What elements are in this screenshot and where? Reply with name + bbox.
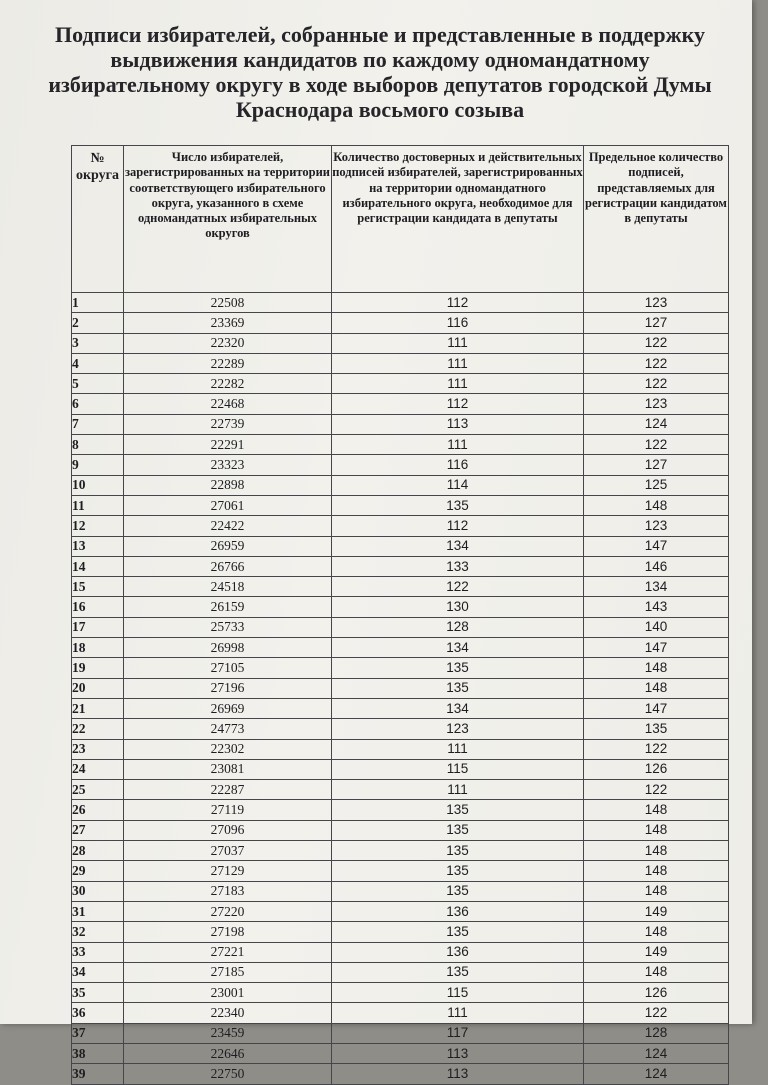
required-signatures-cell: 135: [332, 841, 584, 861]
max-signatures-cell: 122: [584, 353, 729, 373]
table-row: [72, 556, 729, 576]
voters-count-cell: 22468: [124, 394, 332, 414]
district-number-cell: 31: [72, 901, 124, 921]
district-number-cell: 28: [72, 841, 124, 861]
max-signatures-cell: 148: [584, 962, 729, 982]
district-number-cell: 4: [72, 353, 124, 373]
max-signatures-cell: 126: [584, 759, 729, 779]
max-signatures-cell: 148: [584, 678, 729, 698]
max-signatures-cell: 124: [584, 414, 729, 434]
required-signatures-cell: 116: [332, 455, 584, 475]
table-row: [72, 394, 729, 414]
max-signatures-cell: 147: [584, 536, 729, 556]
district-number-cell: 23: [72, 739, 124, 759]
max-signatures-cell: 127: [584, 455, 729, 475]
max-signatures-cell: 123: [584, 293, 729, 313]
table-row: [72, 962, 729, 982]
max-signatures-cell: 123: [584, 394, 729, 414]
required-signatures-cell: 114: [332, 475, 584, 495]
district-number-cell: 36: [72, 1003, 124, 1023]
district-number-cell: 33: [72, 942, 124, 962]
district-number-cell: 8: [72, 435, 124, 455]
required-signatures-cell: 122: [332, 577, 584, 597]
max-signatures-cell: 128: [584, 1023, 729, 1043]
district-number-cell: 37: [72, 1023, 124, 1043]
voters-count-cell: 22287: [124, 780, 332, 800]
voters-count-cell: 27198: [124, 922, 332, 942]
max-signatures-cell: 122: [584, 374, 729, 394]
max-signatures-cell: 127: [584, 313, 729, 333]
voters-count-cell: 22340: [124, 1003, 332, 1023]
table-row: [72, 1003, 729, 1023]
table-row: [72, 698, 729, 718]
district-number-cell: 9: [72, 455, 124, 475]
district-number-cell: 39: [72, 1064, 124, 1084]
table-row: [72, 577, 729, 597]
table-row: [72, 922, 729, 942]
district-number-cell: 1: [72, 293, 124, 313]
required-signatures-cell: 111: [332, 353, 584, 373]
required-signatures-cell: 134: [332, 698, 584, 718]
voters-count-cell: 27105: [124, 658, 332, 678]
district-number-cell: 10: [72, 475, 124, 495]
required-signatures-cell: 134: [332, 638, 584, 658]
voters-count-cell: 22289: [124, 353, 332, 373]
voters-count-cell: 22320: [124, 333, 332, 353]
required-signatures-cell: 115: [332, 759, 584, 779]
required-signatures-cell: 135: [332, 922, 584, 942]
required-signatures-cell: 111: [332, 1003, 584, 1023]
table-row: [72, 1043, 729, 1063]
voters-count-cell: 27129: [124, 861, 332, 881]
voters-count-cell: 24518: [124, 577, 332, 597]
required-signatures-cell: 112: [332, 516, 584, 536]
table-row: [72, 597, 729, 617]
max-signatures-cell: 122: [584, 333, 729, 353]
table-row: [72, 435, 729, 455]
voters-count-cell: 27096: [124, 820, 332, 840]
table-row: [72, 374, 729, 394]
max-signatures-cell: 143: [584, 597, 729, 617]
required-signatures-cell: 136: [332, 942, 584, 962]
voters-count-cell: 25733: [124, 617, 332, 637]
table-row: [72, 861, 729, 881]
required-signatures-cell: 111: [332, 435, 584, 455]
table-row: [72, 841, 729, 861]
max-signatures-cell: 123: [584, 516, 729, 536]
required-signatures-cell: 135: [332, 881, 584, 901]
district-number-cell: 13: [72, 536, 124, 556]
voters-count-cell: 23459: [124, 1023, 332, 1043]
table-row: [72, 678, 729, 698]
max-signatures-cell: 148: [584, 820, 729, 840]
table-row: [72, 475, 729, 495]
required-signatures-cell: 130: [332, 597, 584, 617]
required-signatures-cell: 111: [332, 780, 584, 800]
required-signatures-cell: 135: [332, 495, 584, 515]
district-number-cell: 19: [72, 658, 124, 678]
district-number-cell: 32: [72, 922, 124, 942]
required-signatures-cell: 123: [332, 719, 584, 739]
district-number-cell: 29: [72, 861, 124, 881]
max-signatures-cell: 148: [584, 841, 729, 861]
required-signatures-cell: 117: [332, 1023, 584, 1043]
table-row: [72, 638, 729, 658]
max-signatures-cell: 147: [584, 698, 729, 718]
max-signatures-cell: 148: [584, 922, 729, 942]
max-signatures-cell: 134: [584, 577, 729, 597]
max-signatures-cell: 122: [584, 739, 729, 759]
district-number-cell: 11: [72, 495, 124, 515]
header-district-number: № округа: [72, 146, 124, 293]
district-number-cell: 5: [72, 374, 124, 394]
district-number-cell: 2: [72, 313, 124, 333]
voters-count-cell: 22646: [124, 1043, 332, 1063]
max-signatures-cell: 148: [584, 881, 729, 901]
table-row: [72, 901, 729, 921]
max-signatures-cell: 148: [584, 495, 729, 515]
voters-count-cell: 27220: [124, 901, 332, 921]
max-signatures-cell: 122: [584, 780, 729, 800]
signatures-table: [71, 145, 729, 1085]
max-signatures-cell: 147: [584, 638, 729, 658]
voters-count-cell: 23001: [124, 983, 332, 1003]
district-number-cell: 27: [72, 820, 124, 840]
table-row: [72, 333, 729, 353]
required-signatures-cell: 115: [332, 983, 584, 1003]
table-row: [72, 759, 729, 779]
table-header-row: [72, 146, 729, 293]
required-signatures-cell: 135: [332, 820, 584, 840]
table-row: [72, 293, 729, 313]
district-number-cell: 12: [72, 516, 124, 536]
district-number-cell: 6: [72, 394, 124, 414]
voters-count-cell: 22282: [124, 374, 332, 394]
voters-count-cell: 27119: [124, 800, 332, 820]
document-title: Подписи избирателей, собранные и представленные в поддержку выдвижения кандидатов по каждому одномандатному избирательному округу в ходе выборов депутатов городской Думы Краснодара восьмого созыва: [48, 22, 712, 122]
voters-count-cell: 24773: [124, 719, 332, 739]
table-row: [72, 881, 729, 901]
table-row: [72, 353, 729, 373]
district-number-cell: 7: [72, 414, 124, 434]
voters-count-cell: 27221: [124, 942, 332, 962]
max-signatures-cell: 124: [584, 1043, 729, 1063]
voters-count-cell: 23323: [124, 455, 332, 475]
max-signatures-cell: 122: [584, 1003, 729, 1023]
table-row: [72, 780, 729, 800]
voters-count-cell: 26959: [124, 536, 332, 556]
voters-count-cell: 22291: [124, 435, 332, 455]
required-signatures-cell: 113: [332, 414, 584, 434]
voters-count-cell: 27185: [124, 962, 332, 982]
required-signatures-cell: 112: [332, 394, 584, 414]
max-signatures-cell: 148: [584, 861, 729, 881]
required-signatures-cell: 113: [332, 1043, 584, 1063]
district-number-cell: 34: [72, 962, 124, 982]
required-signatures-cell: 136: [332, 901, 584, 921]
district-number-cell: 21: [72, 698, 124, 718]
district-number-cell: 24: [72, 759, 124, 779]
table-row: [72, 1023, 729, 1043]
table-row: [72, 739, 729, 759]
voters-count-cell: 22302: [124, 739, 332, 759]
voters-count-cell: 27037: [124, 841, 332, 861]
max-signatures-cell: 149: [584, 901, 729, 921]
required-signatures-cell: 111: [332, 739, 584, 759]
voters-count-cell: 26766: [124, 556, 332, 576]
district-number-cell: 17: [72, 617, 124, 637]
required-signatures-cell: 113: [332, 1064, 584, 1084]
district-number-cell: 16: [72, 597, 124, 617]
table-row: [72, 942, 729, 962]
voters-count-cell: 22750: [124, 1064, 332, 1084]
header-max-signatures: Предельное количество подписей, представляемых для регистрации кандидатом в депутаты: [584, 146, 729, 293]
district-number-cell: 20: [72, 678, 124, 698]
max-signatures-cell: 124: [584, 1064, 729, 1084]
voters-count-cell: 22898: [124, 475, 332, 495]
district-number-cell: 18: [72, 638, 124, 658]
table-row: [72, 983, 729, 1003]
voters-count-cell: 23081: [124, 759, 332, 779]
required-signatures-cell: 135: [332, 800, 584, 820]
max-signatures-cell: 135: [584, 719, 729, 739]
max-signatures-cell: 148: [584, 800, 729, 820]
header-voters-count: Число избирателей, зарегистрированных на территории соответствующего избирательного округа, указанного в схеме одномандатных избирательных округов: [124, 146, 332, 293]
district-number-cell: 26: [72, 800, 124, 820]
table-row: [72, 800, 729, 820]
required-signatures-cell: 111: [332, 374, 584, 394]
header-required-signatures: Количество достоверных и действительных подписей избирателей, зарегистрированных на территории одномандатного избирательного округа, необходимое для регистрации кандидата в депутаты: [332, 146, 584, 293]
voters-count-cell: 27196: [124, 678, 332, 698]
voters-count-cell: 23369: [124, 313, 332, 333]
district-number-cell: 35: [72, 983, 124, 1003]
required-signatures-cell: 134: [332, 536, 584, 556]
district-number-cell: 30: [72, 881, 124, 901]
table-row: [72, 658, 729, 678]
table-row: [72, 414, 729, 434]
required-signatures-cell: 128: [332, 617, 584, 637]
district-number-cell: 25: [72, 780, 124, 800]
table-row: [72, 536, 729, 556]
voters-count-cell: 22739: [124, 414, 332, 434]
voters-count-cell: 27061: [124, 495, 332, 515]
max-signatures-cell: 149: [584, 942, 729, 962]
voters-count-cell: 26159: [124, 597, 332, 617]
max-signatures-cell: 126: [584, 983, 729, 1003]
required-signatures-cell: 116: [332, 313, 584, 333]
voters-count-cell: 26969: [124, 698, 332, 718]
voters-count-cell: 22422: [124, 516, 332, 536]
district-number-cell: 15: [72, 577, 124, 597]
table-row: [72, 313, 729, 333]
required-signatures-cell: 133: [332, 556, 584, 576]
max-signatures-cell: 125: [584, 475, 729, 495]
district-number-cell: 38: [72, 1043, 124, 1063]
required-signatures-cell: 135: [332, 678, 584, 698]
max-signatures-cell: 140: [584, 617, 729, 637]
voters-count-cell: 27183: [124, 881, 332, 901]
max-signatures-cell: 148: [584, 658, 729, 678]
required-signatures-cell: 135: [332, 962, 584, 982]
table-row: [72, 1064, 729, 1084]
table-row: [72, 617, 729, 637]
voters-count-cell: 22508: [124, 293, 332, 313]
district-number-cell: 14: [72, 556, 124, 576]
table-row: [72, 516, 729, 536]
max-signatures-cell: 122: [584, 435, 729, 455]
table-body: [72, 293, 729, 1085]
table-row: [72, 820, 729, 840]
required-signatures-cell: 135: [332, 861, 584, 881]
table-row: [72, 719, 729, 739]
table-row: [72, 455, 729, 475]
required-signatures-cell: 112: [332, 293, 584, 313]
district-number-cell: 22: [72, 719, 124, 739]
max-signatures-cell: 146: [584, 556, 729, 576]
district-number-cell: 3: [72, 333, 124, 353]
required-signatures-cell: 111: [332, 333, 584, 353]
table-row: [72, 495, 729, 515]
voters-count-cell: 26998: [124, 638, 332, 658]
required-signatures-cell: 135: [332, 658, 584, 678]
